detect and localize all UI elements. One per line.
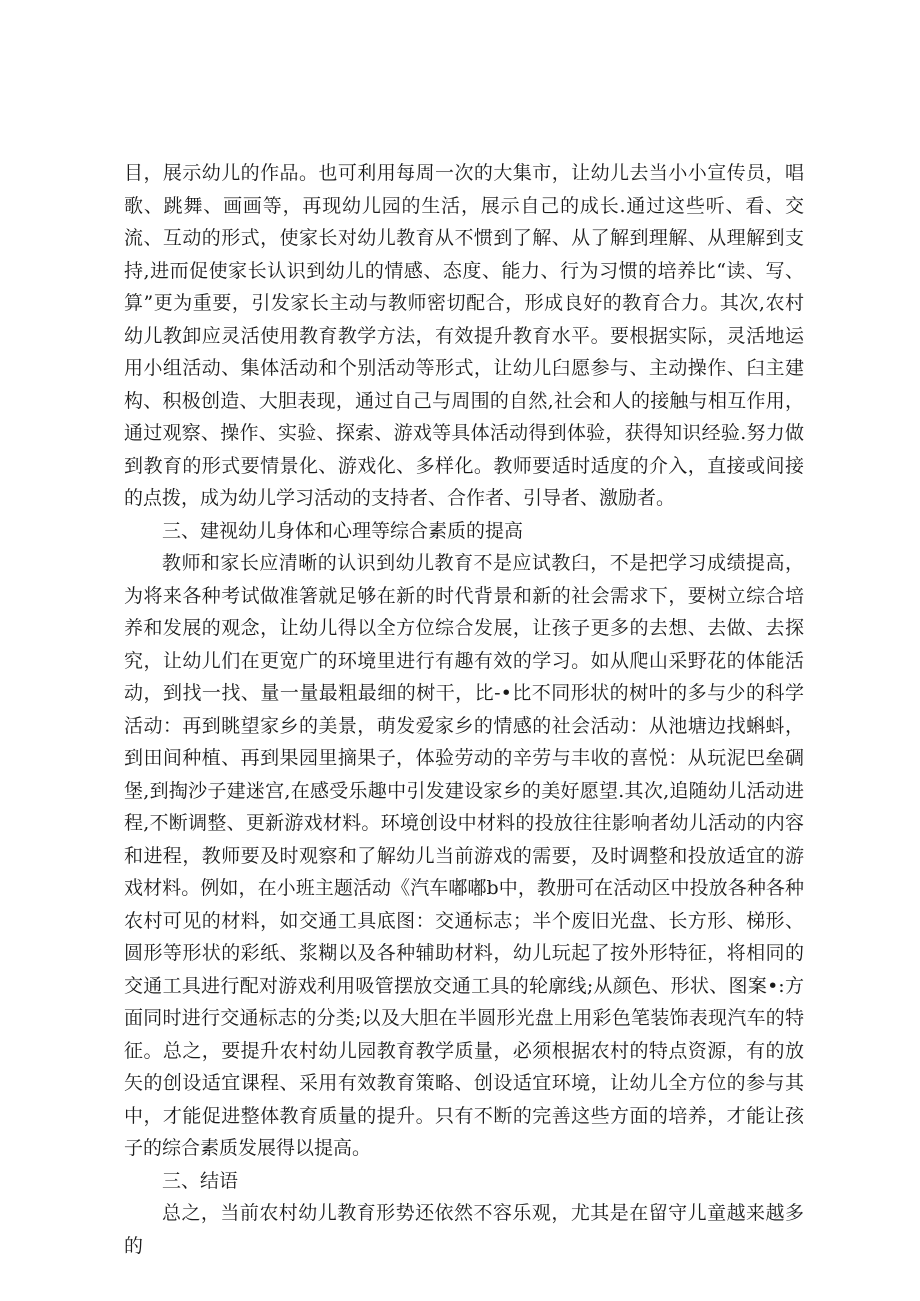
paragraph-comprehensive-quality: 教师和家长应清晰的认识到幼儿教育不是应试教臼，不是把学习成绩提高，为将来各种考试做准箸就足够在新的时代背景和新的社会需求下，要树立综合培养和发展的观念，让幼儿得以全方位综合发展，让孩子更多的去想、去做、去探究，让幼儿们在更宽广的环境里进行有趣有效的学习。如从爬山采野花的体能活动，到找一找、量一量最粗最细的树干，比-•比不同形状的树叶的多与少的科学活动：再到眺望家乡的美景，萌发爱家乡的情感的社会活动：从池塘边找蝌蚪，到田间种植、再到果园里摘果子，体验劳动的辛劳与丰收的喜悦：从玩泥巴垒碉堡,到掏沙子建迷宫,在感受乐趣中引发建设家乡的美好愿望.其次,追随幼儿活动进程,不断调整、更新游戏材料。环境创设中材料的投放往往影响者幼儿活动的内容和进程，教师要及时观察和了解幼儿当前游戏的需要，及时调整和投放适宜的游戏材料。例如，在小班主题活动《汽车嘟嘟b中，教册可在活动区中投放各种各种农村可见的材料，如交通工具底图：交通标志；半个废旧光盘、长方形、梯形、圆形等形状的彩纸、浆糊以及各种辅助材料，幼儿玩起了按外形特征，将相同的交通工具进行配对游戏利用吸管摆放交通工具的轮廓线;从颜色、形状、图案•:方面同时进行交通标志的分类;以及大胆在半圆形光盘上用彩色笔装饰表现汽车的特征。总之，要提升农村幼儿园教育教学质量，必须根据农村的特点资源，有的放矢的创设适宜课程、采用有效教育策略、创设适宜环境，让幼儿全方位的参与其中，才能促进整体教育质量的提升。只有不断的完善这些方面的培养，才能让孩子的综合素质发展得以提高。 [124, 552, 804, 1159]
paragraph-conclusion: 总之，当前农村幼儿教育形势还依然不容乐观，尤其是在留守儿童越来越多的 [124, 1202, 804, 1257]
document-body [124, 157, 804, 1262]
section-heading-conclusion: 三、结语 [162, 1169, 239, 1192]
paragraph-continuation: 目，展示幼儿的作品。也可利用每周一次的大集市，让幼儿去当小小宣传员，唱歌、跳舞、画画等，再现幼儿园的生活，展示自己的成长.通过这些听、看、交流、互动的形式，使家长对幼儿教育从不惯到了解、从了解到理解、从理解到支持,进而促使家长认识到幼儿的情感、态度、能力、行为习惯的培养比“读、写、算”更为重要，引发家长主动与教师密切配合，形成良好的教育合力。其次,农村幼儿教卸应灵活使用教育教学方法，有效提升教育水平。要根据实际，灵活地运用小组活动、集体活动和个别活动等形式，让幼儿臼愿参与、主动操作、臼主建构、积极创造、大胆表现，通过自己与周围的自然,社会和人的接触与相互作用，通过观察、操作、实验、探索、游戏等具体活动得到体验，获得知识经验.努力做到教育的形式要情景化、游戏化、多样化。教师要适时适度的介入，直接或间接的点拨，成为幼儿学习活动的支持者、合作者、引导者、激励者。 [124, 162, 804, 509]
section-heading-comprehensive-quality: 三、建视幼儿身体和心理等综合素质的提高 [162, 519, 524, 542]
